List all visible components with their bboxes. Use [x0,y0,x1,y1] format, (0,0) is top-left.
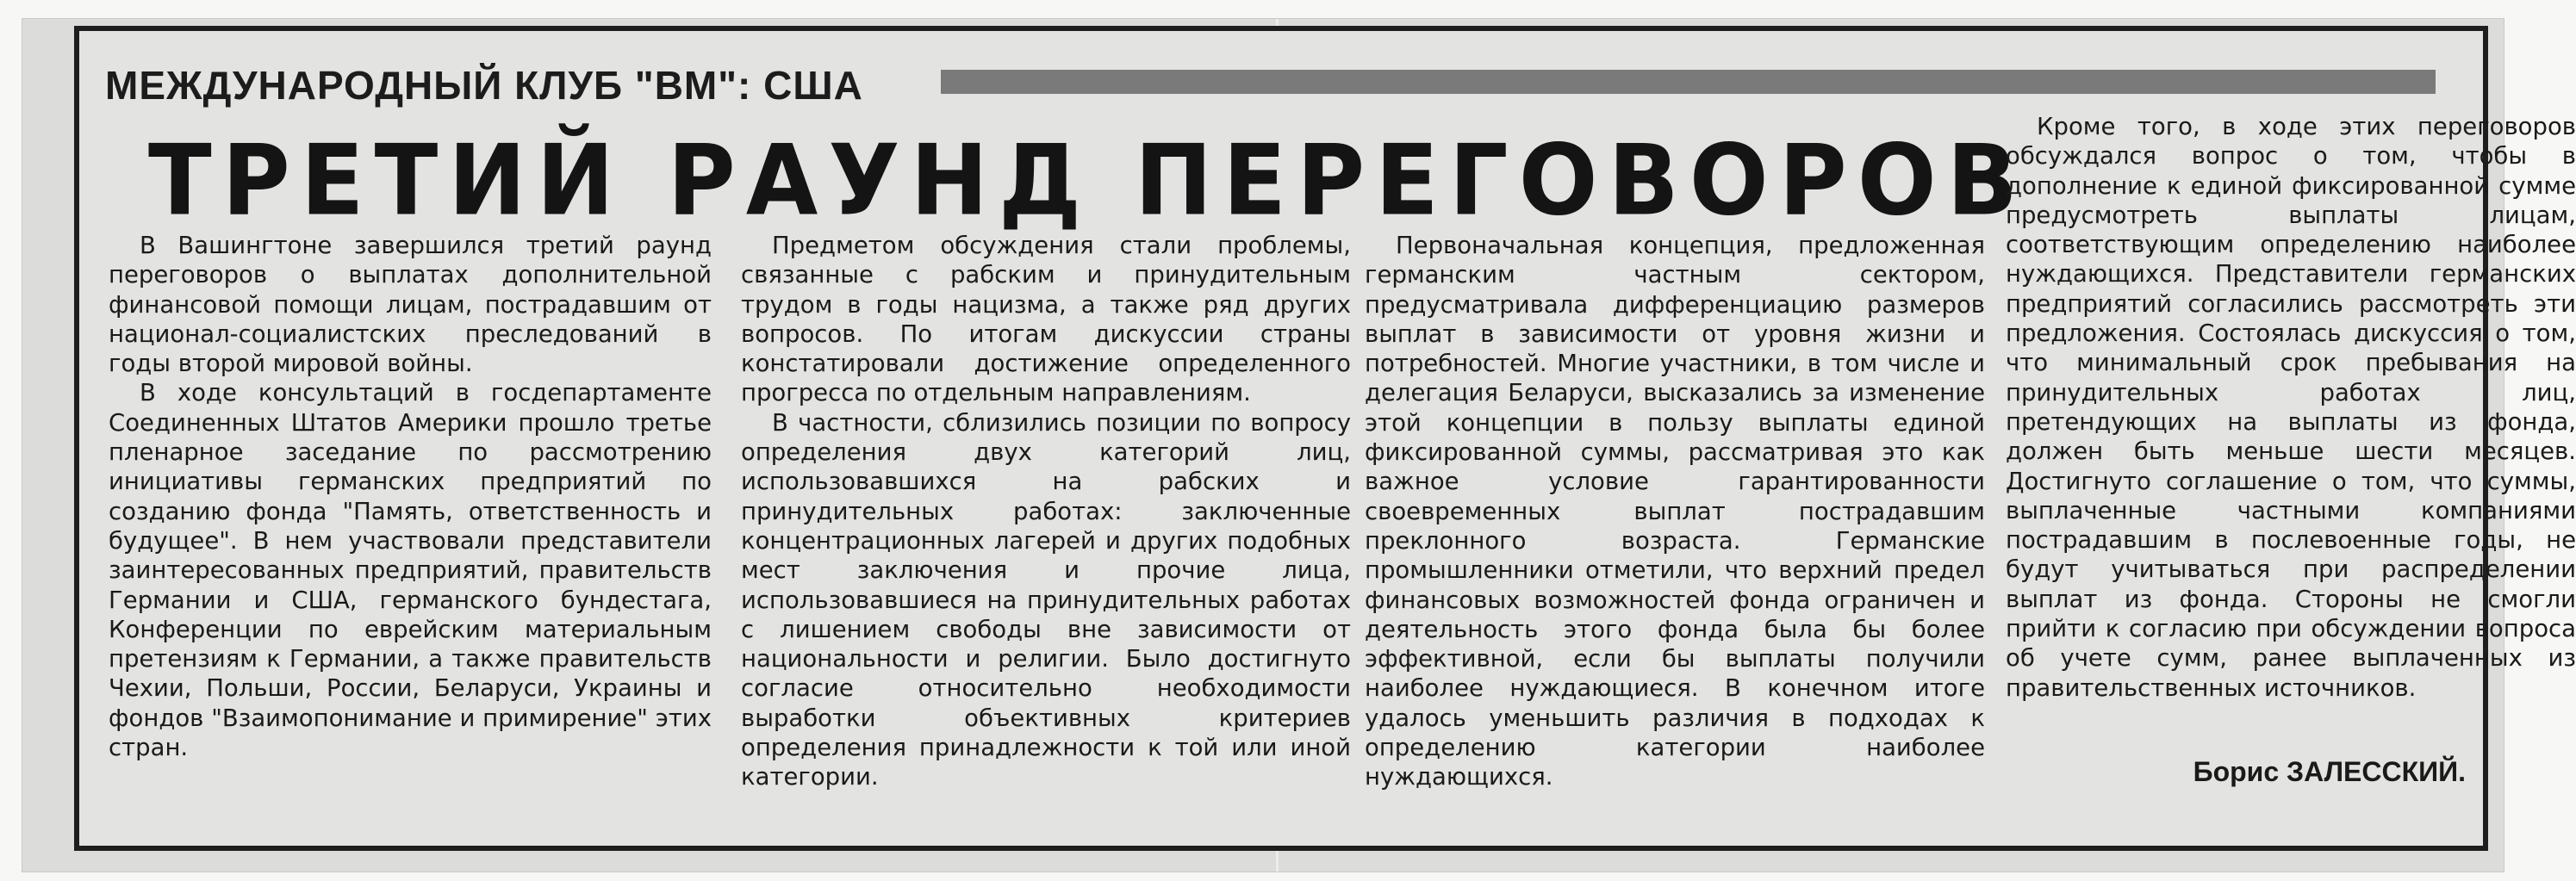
article-column-1 [109,231,712,762]
paragraph: Кроме того, в ходе этих переговоров обсуждался вопрос о том, чтобы в дополнение к единой фиксированной сумме предусмотреть выплаты лицам, соответствующим определению наиболее нуждающихся. Представители германских предприятий согласились рассмотреть эти предложения. Состоялась дискуссия о том, что минимальный срок пребывания на принудительных работах лиц, претендующих на выплаты из фонда, должен быть меньше шести месяцев. Достигнуто соглашение о том, что суммы, выплаченные частными компаниями пострадавшим в послевоенные годы, не будут учитываться при распределении выплат из фонда. Стороны не смогли прийти к согласию при обсуждении вопроса об учете сумм, ранее выплаченных из правительственных источников. [2006,113,2576,702]
paragraph: Первоначальная концепция, предложенная германским частным сектором, предусматривала дифференциацию размеров выплат в зависимости от уровня жизни и потребностей. Многие участники, в том числе и делегация Беларуси, высказались за изменение этой концепции в пользу выплаты единой фиксированной суммы, рассматривая это как важное условие гарантированности своевременных выплат пострадавшим преклонного возраста. Германские промышленники отметили, что верхний предел финансовых возможностей фонда ограничен и деятельность этого фонда была бы более эффективной, если бы выплаты получили наиболее нуждающиеся. В конечном итоге удалось уменьшить различия в подходах к определению категории наиболее нуждающихся. [1365,232,1985,791]
article-frame [74,26,2576,851]
paragraph: Предметом обсуждения стали проблемы, связанные с рабским и принудительным трудом в годы нацизма, а также ряд других вопросов. По итогам дискуссии страны констатировали достижение определенного прогресса по отдельным направлениям. [741,232,1351,407]
paragraph: В Вашингтоне завершился третий раунд переговоров о выплатах дополнительной финансовой помощи лицам, пострадавшим от национал-социалистских преследований в годы второй мировой войны. [109,232,712,378]
article-column-4 [2006,112,2576,703]
paragraph: В ходе консультаций в госдепартаменте Соединенных Штатов Америки прошло третье пленарное заседание по рассмотрению инициативы германских предприятий по созданию фонда "Память, ответственность и будущее". В нем участвовали представители заинтересованных предприятий, правительств Германии и США, германского бундестага, Конференции по еврейским материальным претензиям к Германии, а также правительств Чехии, Польши, России, Беларуси, Украины и фондов "Взаимопонимание и примирение" этих стран. [109,379,712,762]
article-column-2 [741,231,1351,792]
author-byline: Борис ЗАЛЕССКИЙ. [2193,756,2466,787]
article-column-3 [1365,231,1985,792]
rubric: МЕЖДУНАРОДНЫЙ КЛУБ "ВМ": США [105,63,863,108]
headline: ТРЕТИЙ РАУНД ПЕРЕГОВОРОВ [148,124,2028,238]
rubric-rule [941,70,2436,94]
newspaper-clipping [22,19,2576,872]
paragraph: В частности, сблизились позиции по вопросу определения двух категорий лиц, использовавшихся на рабских и принудительных работах: заключенные концентрационных лагерей и других подобных мест заключения и прочие лица, использовавшиеся на принудительных работах с лишением свободы вне зависимости от национальности и религии. Было достигнуто согласие относительно необходимости выработки объективных критериев определения принадлежности к той или иной категории. [741,408,1351,791]
